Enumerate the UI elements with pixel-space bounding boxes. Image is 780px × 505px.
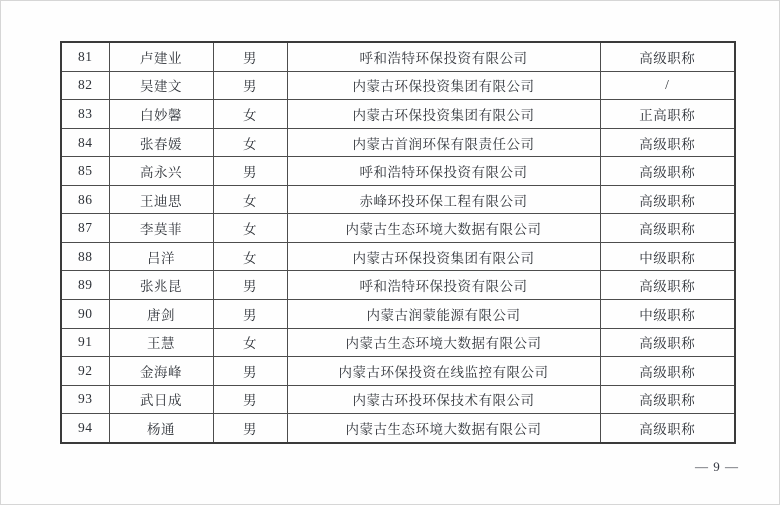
- cell-title: 高级职称: [600, 157, 735, 186]
- cell-number: 88: [61, 242, 109, 271]
- cell-number: 81: [61, 42, 109, 71]
- cell-title: 高级职称: [600, 185, 735, 214]
- cell-title: 高级职称: [600, 328, 735, 357]
- cell-gender: 女: [213, 128, 287, 157]
- cell-number: 86: [61, 185, 109, 214]
- cell-company: 内蒙古生态环境大数据有限公司: [287, 328, 600, 357]
- cell-gender: 男: [213, 414, 287, 443]
- cell-company: 赤峰环投环保工程有限公司: [287, 185, 600, 214]
- cell-name: 杨通: [109, 414, 213, 443]
- table-row: [61, 357, 735, 386]
- cell-gender: 男: [213, 71, 287, 100]
- cell-company: 内蒙古生态环境大数据有限公司: [287, 414, 600, 443]
- cell-company: 内蒙古首润环保有限责任公司: [287, 128, 600, 157]
- cell-name: 白妙馨: [109, 100, 213, 129]
- page-number: — 9 —: [695, 459, 739, 474]
- cell-name: 武日成: [109, 385, 213, 414]
- cell-gender: 男: [213, 157, 287, 186]
- cell-company: 内蒙古环投环保技术有限公司: [287, 385, 600, 414]
- cell-company: 呼和浩特环保投资有限公司: [287, 157, 600, 186]
- table-row: [61, 214, 735, 243]
- cell-gender: 男: [213, 299, 287, 328]
- cell-gender: 女: [213, 242, 287, 271]
- cell-name: 李莫菲: [109, 214, 213, 243]
- table-row: [61, 157, 735, 186]
- table-row: [61, 242, 735, 271]
- cell-company: 内蒙古环保投资集团有限公司: [287, 242, 600, 271]
- cell-name: 王迪思: [109, 185, 213, 214]
- cell-number: 94: [61, 414, 109, 443]
- cell-title: 高级职称: [600, 357, 735, 386]
- cell-name: 高永兴: [109, 157, 213, 186]
- cell-gender: 男: [213, 42, 287, 71]
- table-row: [61, 385, 735, 414]
- cell-name: 王慧: [109, 328, 213, 357]
- table-body: [61, 42, 735, 443]
- cell-gender: 男: [213, 357, 287, 386]
- cell-title: 高级职称: [600, 414, 735, 443]
- cell-number: 92: [61, 357, 109, 386]
- cell-gender: 女: [213, 328, 287, 357]
- cell-number: 84: [61, 128, 109, 157]
- cell-number: 91: [61, 328, 109, 357]
- cell-gender: 男: [213, 385, 287, 414]
- cell-name: 吴建文: [109, 71, 213, 100]
- table-row: [61, 299, 735, 328]
- cell-gender: 男: [213, 271, 287, 300]
- cell-number: 87: [61, 214, 109, 243]
- table-row: [61, 42, 735, 71]
- cell-gender: 女: [213, 214, 287, 243]
- table-row: [61, 414, 735, 443]
- personnel-table: [60, 41, 736, 444]
- table-row: [61, 71, 735, 100]
- cell-name: 唐剑: [109, 299, 213, 328]
- cell-title: 高级职称: [600, 385, 735, 414]
- cell-number: 93: [61, 385, 109, 414]
- cell-number: 90: [61, 299, 109, 328]
- cell-company: 内蒙古环保投资集团有限公司: [287, 71, 600, 100]
- cell-company: 呼和浩特环保投资有限公司: [287, 42, 600, 71]
- table-row: [61, 128, 735, 157]
- cell-number: 85: [61, 157, 109, 186]
- cell-company: 内蒙古环保投资集团有限公司: [287, 100, 600, 129]
- cell-title: 高级职称: [600, 128, 735, 157]
- cell-title: 正高职称: [600, 100, 735, 129]
- cell-name: 张春媛: [109, 128, 213, 157]
- cell-company: 内蒙古环保投资在线监控有限公司: [287, 357, 600, 386]
- cell-title: 高级职称: [600, 214, 735, 243]
- cell-title: 高级职称: [600, 42, 735, 71]
- cell-company: 呼和浩特环保投资有限公司: [287, 271, 600, 300]
- cell-number: 89: [61, 271, 109, 300]
- cell-number: 82: [61, 71, 109, 100]
- cell-title: 中级职称: [600, 299, 735, 328]
- cell-title: /: [600, 71, 735, 100]
- cell-title: 高级职称: [600, 271, 735, 300]
- cell-company: 内蒙古润蒙能源有限公司: [287, 299, 600, 328]
- cell-name: 卢建业: [109, 42, 213, 71]
- cell-company: 内蒙古生态环境大数据有限公司: [287, 214, 600, 243]
- cell-name: 吕洋: [109, 242, 213, 271]
- cell-number: 83: [61, 100, 109, 129]
- cell-name: 金海峰: [109, 357, 213, 386]
- cell-title: 中级职称: [600, 242, 735, 271]
- cell-name: 张兆昆: [109, 271, 213, 300]
- cell-gender: 女: [213, 100, 287, 129]
- table-row: [61, 328, 735, 357]
- cell-gender: 女: [213, 185, 287, 214]
- table-row: [61, 100, 735, 129]
- table-row: [61, 271, 735, 300]
- table-row: [61, 185, 735, 214]
- document-page: [1, 1, 779, 504]
